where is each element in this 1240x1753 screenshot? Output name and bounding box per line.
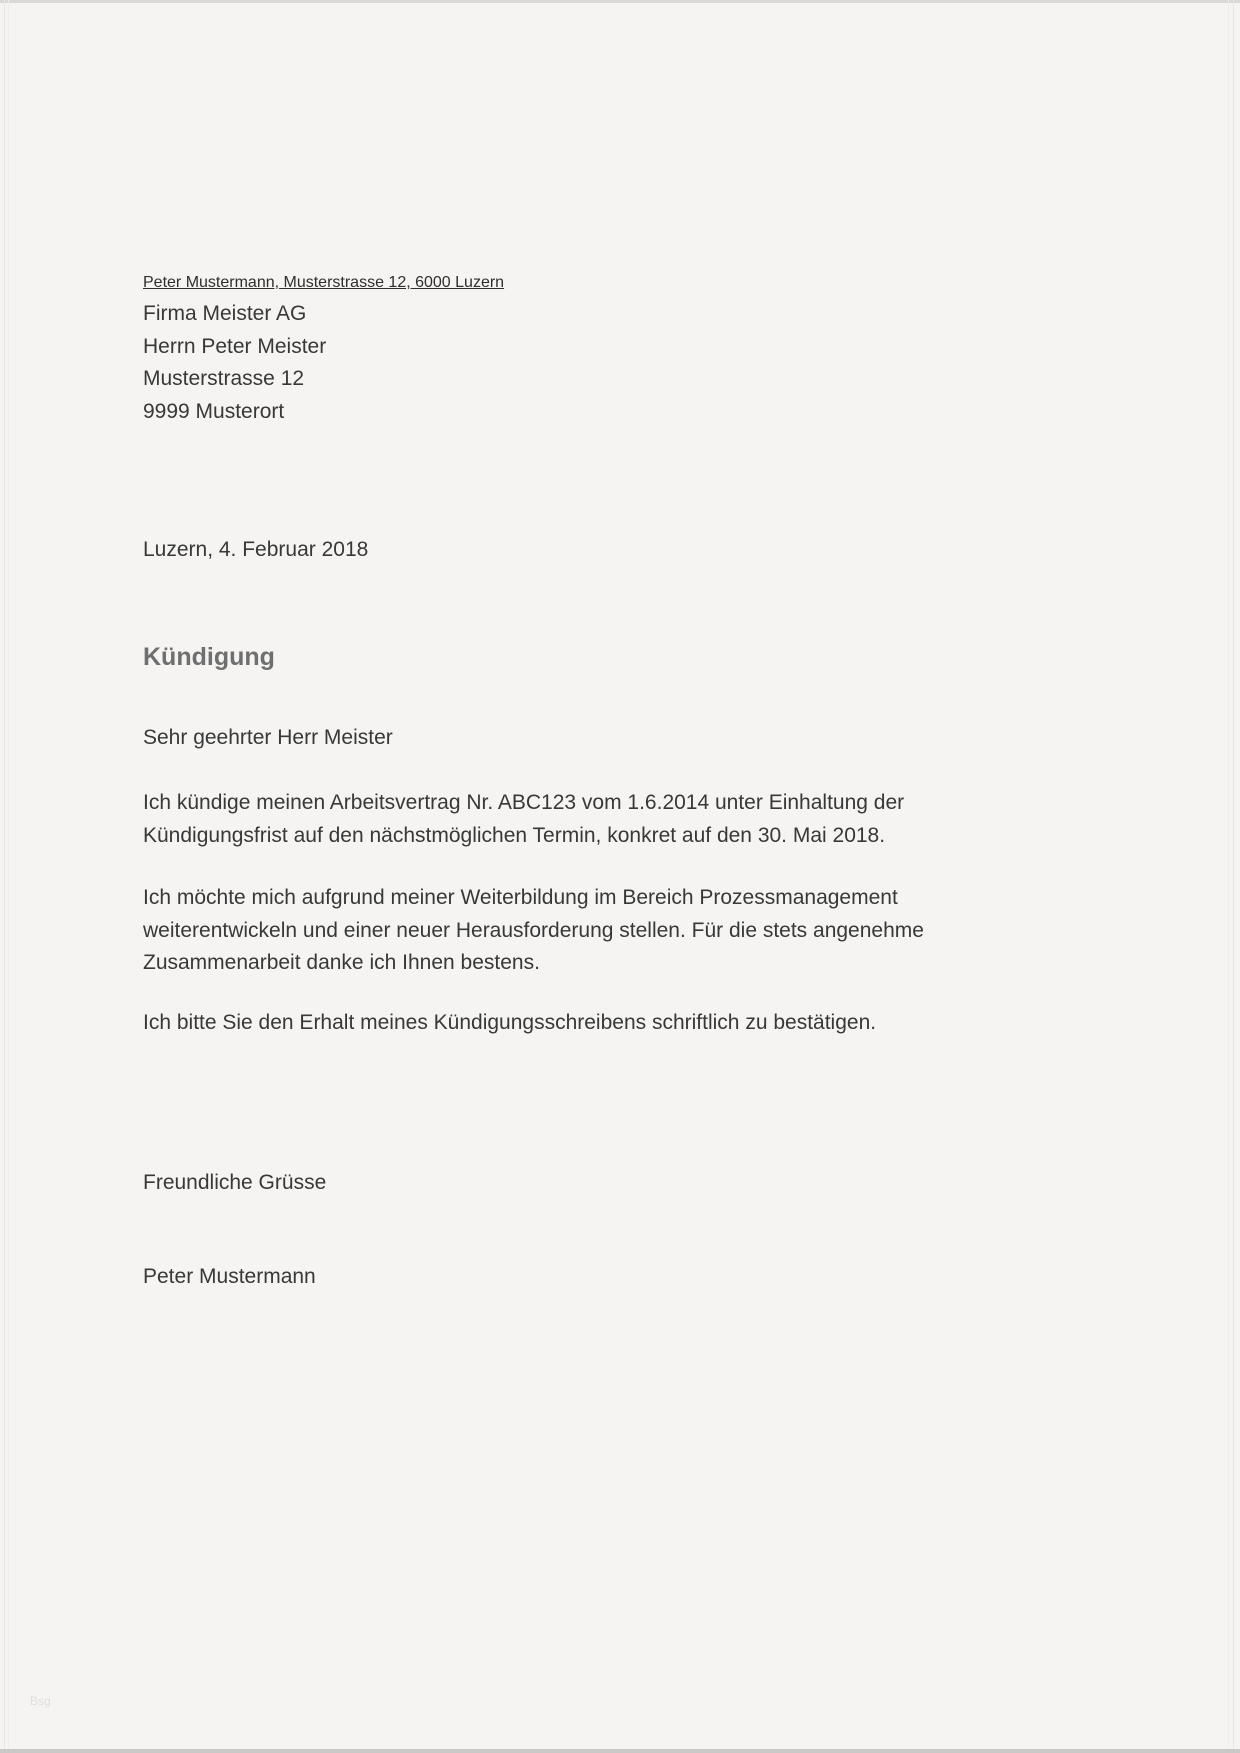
paragraph-3-line-1: Ich bitte Sie den Erhalt meines Kündigungsschreibens schriftlich zu bestätigen.	[143, 1011, 877, 1034]
recipient-city: 9999 Musterort	[143, 399, 285, 423]
body-paragraph-3	[143, 1007, 876, 1040]
page-edge-left-faint	[8, 0, 9, 1753]
paragraph-2-line-2: weiterentwickeln und einer neuer Herausforderung stellen. Für die stets angenehme	[143, 918, 924, 942]
recipient-street: Musterstrasse 12	[143, 367, 305, 390]
page-edge-right-faint	[1228, 0, 1229, 1753]
recipient-company: Firma Meister AG	[143, 302, 307, 325]
footer-watermark-text: Bsg	[30, 1694, 51, 1708]
recipient-person: Herrn Peter Meister	[143, 334, 327, 358]
place-and-date-line: Luzern, 4. Februar 2018	[143, 538, 369, 561]
paragraph-1-line-1: Ich kündige meinen Arbeitsvertrag Nr. ABC123 vom 1.6.2014 unter Einhaltung der	[143, 791, 905, 814]
recipient-address-block	[143, 298, 326, 428]
page-edge-bottom	[0, 1749, 1240, 1753]
salutation-line: Sehr geehrter Herr Meister	[143, 726, 393, 749]
subject-heading: Kündigung	[143, 643, 275, 671]
body-paragraph-2	[143, 882, 924, 980]
closing-line: Freundliche Grüsse	[143, 1171, 327, 1194]
paragraph-2-line-1: Ich möchte mich aufgrund meiner Weiterbildung im Bereich Prozessmanagement	[143, 886, 898, 909]
sender-address-line: Peter Mustermann, Musterstrasse 12, 6000 Luzern	[143, 274, 505, 291]
page-edge-right	[1233, 0, 1234, 1753]
body-paragraph-1	[143, 787, 904, 852]
page-edge-left	[4, 0, 5, 1753]
signature-name: Peter Mustermann	[143, 1265, 316, 1288]
page-edge-top	[0, 0, 1240, 3]
paragraph-1-line-2: Kündigungsfrist auf den nächstmöglichen Termin, konkret auf den 30. Mai 2018.	[143, 823, 886, 847]
paragraph-2-line-3: Zusammenarbeit danke ich Ihnen bestens.	[143, 951, 540, 974]
